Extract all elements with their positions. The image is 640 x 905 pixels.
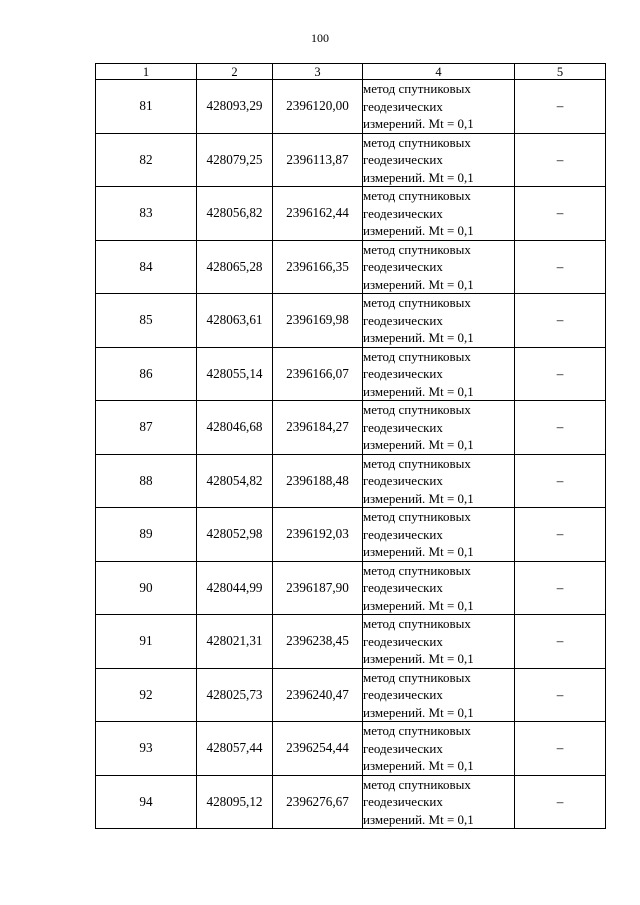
method-cell [363,561,515,615]
method-line: геодезических [363,205,443,221]
x-coordinate-cell: 428093,29 [197,80,273,134]
x-coordinate-cell: 428079,25 [197,133,273,187]
column-5-cell: – [515,187,606,241]
method-line: измерений. Mt = 0,1 [363,169,474,185]
column-5-cell: – [515,347,606,401]
method-cell [363,80,515,134]
method-line: метод спутниковых [363,188,471,203]
x-coordinate-cell: 428052,98 [197,508,273,562]
coordinates-table [95,63,606,829]
y-coordinate-cell: 2396184,27 [273,401,363,455]
column-5-cell: – [515,80,606,134]
table-row [96,508,606,562]
method-line: измерений. Mt = 0,1 [363,223,474,238]
method-line: метод спутниковых [363,241,471,257]
point-number-cell: 92 [96,668,197,722]
table-row [96,80,606,134]
method-cell [363,454,515,508]
point-number-cell: 93 [96,722,197,776]
method-line: измерений. Mt = 0,1 [363,811,474,827]
x-coordinate-cell: 428063,61 [197,294,273,348]
table-row [96,668,606,722]
method-line: измерений. Mt = 0,1 [363,330,474,345]
point-number-cell: 90 [96,561,197,615]
method-line: измерений. Mt = 0,1 [363,383,474,399]
method-line: измерений. Mt = 0,1 [363,116,474,131]
y-coordinate-cell: 2396166,07 [273,347,363,401]
column-header: 4 [363,64,515,80]
method-line: метод спутниковых [363,776,471,792]
x-coordinate-cell: 428055,14 [197,347,273,401]
point-number-cell: 82 [96,133,197,187]
method-cell [363,240,515,294]
method-line: измерений. Mt = 0,1 [363,276,474,292]
method-line: геодезических [363,633,443,649]
method-line: измерений. Mt = 0,1 [363,704,474,720]
y-coordinate-cell: 2396113,87 [273,133,363,187]
table-header-row [96,64,606,80]
column-5-cell: – [515,454,606,508]
method-line: геодезических [363,740,443,756]
point-number-cell: 81 [96,80,197,134]
page-number: 100 [311,31,329,45]
x-coordinate-cell: 428056,82 [197,187,273,241]
x-coordinate-cell: 428044,99 [197,561,273,615]
method-line: измерений. Mt = 0,1 [363,597,474,613]
method-line: геодезических [363,152,443,167]
method-line: метод спутниковых [363,402,471,417]
method-line: метод спутниковых [363,562,471,578]
method-line: измерений. Mt = 0,1 [363,437,474,452]
table-row [96,240,606,294]
table-row [96,561,606,615]
table-row [96,454,606,508]
column-5-cell: – [515,240,606,294]
column-5-cell: – [515,561,606,615]
x-coordinate-cell: 428021,31 [197,615,273,669]
y-coordinate-cell: 2396238,45 [273,615,363,669]
column-header: 3 [273,64,363,80]
method-line: метод спутниковых [363,81,471,96]
y-coordinate-cell: 2396166,35 [273,240,363,294]
y-coordinate-cell: 2396162,44 [273,187,363,241]
y-coordinate-cell: 2396120,00 [273,80,363,134]
method-cell [363,187,515,241]
column-5-cell: – [515,668,606,722]
point-number-cell: 83 [96,187,197,241]
x-coordinate-cell: 428054,82 [197,454,273,508]
column-5-cell: – [515,508,606,562]
point-number-cell: 91 [96,615,197,669]
method-cell [363,722,515,776]
y-coordinate-cell: 2396169,98 [273,294,363,348]
method-line: метод спутниковых [363,616,471,631]
table-body [96,80,606,829]
method-cell [363,294,515,348]
column-header: 1 [96,64,197,80]
method-line: геодезических [363,473,443,488]
column-header: 2 [197,64,273,80]
point-number-cell: 86 [96,347,197,401]
method-line: геодезических [363,687,443,702]
method-line: метод спутниковых [363,455,471,471]
table-row [96,347,606,401]
y-coordinate-cell: 2396187,90 [273,561,363,615]
column-5-cell: – [515,133,606,187]
method-line: метод спутниковых [363,509,471,524]
y-coordinate-cell: 2396240,47 [273,668,363,722]
method-line: геодезических [363,98,443,114]
method-cell [363,508,515,562]
method-cell [363,775,515,829]
point-number-cell: 94 [96,775,197,829]
x-coordinate-cell: 428046,68 [197,401,273,455]
point-number-cell: 88 [96,454,197,508]
x-coordinate-cell: 428095,12 [197,775,273,829]
method-line: геодезических [363,366,443,381]
method-cell [363,615,515,669]
column-header: 5 [515,64,606,80]
method-line: геодезических [363,419,443,435]
method-line: метод спутниковых [363,669,471,685]
method-line: измерений. Mt = 0,1 [363,651,474,666]
method-line: измерений. Mt = 0,1 [363,490,474,506]
table-row [96,294,606,348]
table-row [96,401,606,455]
x-coordinate-cell: 428025,73 [197,668,273,722]
table-row [96,133,606,187]
point-number-cell: 87 [96,401,197,455]
method-cell [363,133,515,187]
method-line: метод спутниковых [363,295,471,310]
method-line: метод спутниковых [363,348,471,364]
y-coordinate-cell: 2396276,67 [273,775,363,829]
y-coordinate-cell: 2396192,03 [273,508,363,562]
point-number-cell: 85 [96,294,197,348]
column-5-cell: – [515,615,606,669]
method-line: геодезических [363,312,443,328]
point-number-cell: 84 [96,240,197,294]
method-line: геодезических [363,259,443,274]
method-line: метод спутниковых [363,134,471,150]
method-cell [363,347,515,401]
column-5-cell: – [515,294,606,348]
y-coordinate-cell: 2396188,48 [273,454,363,508]
method-line: геодезических [363,580,443,595]
table-row [96,775,606,829]
method-line: геодезических [363,526,443,542]
y-coordinate-cell: 2396254,44 [273,722,363,776]
column-5-cell: – [515,401,606,455]
point-number-cell: 89 [96,508,197,562]
x-coordinate-cell: 428065,28 [197,240,273,294]
column-5-cell: – [515,775,606,829]
column-5-cell: – [515,722,606,776]
table-row [96,615,606,669]
method-cell [363,401,515,455]
method-line: измерений. Mt = 0,1 [363,544,474,559]
table-row [96,187,606,241]
method-line: измерений. Mt = 0,1 [363,758,474,773]
table-row [96,722,606,776]
method-line: метод спутниковых [363,723,471,738]
method-line: геодезических [363,794,443,809]
x-coordinate-cell: 428057,44 [197,722,273,776]
method-cell [363,668,515,722]
